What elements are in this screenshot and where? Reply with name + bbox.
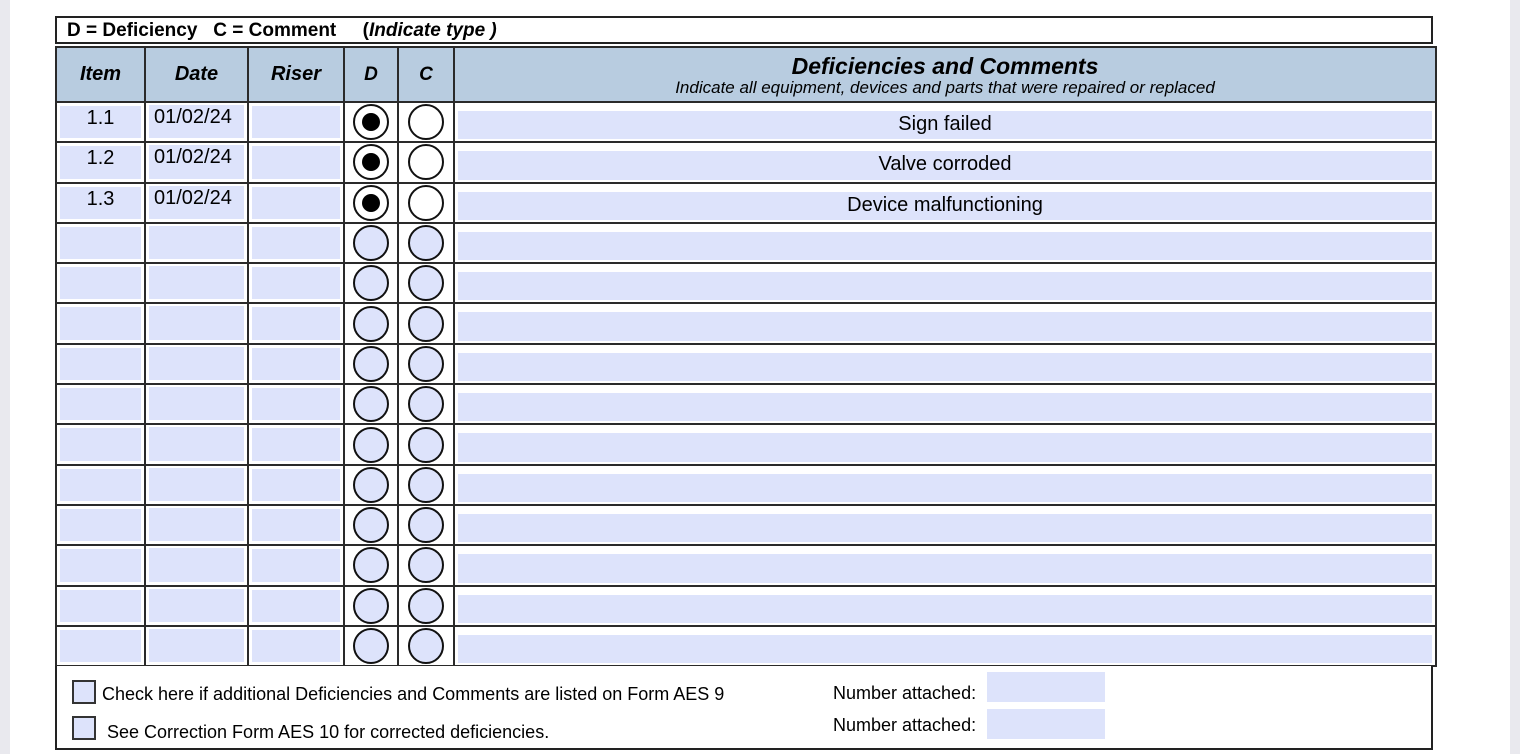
riser-cell xyxy=(248,465,344,505)
riser-cell xyxy=(248,586,344,626)
radio-selected-dot xyxy=(362,194,380,212)
item-field[interactable] xyxy=(60,307,141,339)
comment-cell xyxy=(454,344,1436,384)
legend-indicate-type: Indicate type ) xyxy=(369,20,497,41)
date-cell xyxy=(145,183,248,223)
item-cell xyxy=(56,303,145,343)
table-row xyxy=(56,505,1436,545)
item-field[interactable] xyxy=(60,428,141,460)
header-d: D xyxy=(344,47,398,102)
comment-type-cell xyxy=(398,626,454,666)
date-cell xyxy=(145,142,248,182)
table-header-row xyxy=(56,47,1436,102)
additional-comments-label: Check here if additional Deficiencies and Comments are listed on Form AES 9 xyxy=(102,684,725,704)
deficiency-cell xyxy=(344,384,398,424)
comment-field[interactable] xyxy=(458,554,1432,582)
comment-type-cell xyxy=(398,303,454,343)
date-field[interactable] xyxy=(149,508,244,541)
deficiency-cell xyxy=(344,142,398,182)
riser-field[interactable] xyxy=(252,630,340,662)
date-cell xyxy=(145,545,248,585)
comment-field[interactable] xyxy=(458,272,1432,300)
riser-cell xyxy=(248,344,344,384)
riser-field[interactable] xyxy=(252,348,340,380)
riser-field[interactable] xyxy=(252,227,340,259)
item-cell xyxy=(56,465,145,505)
comment-cell xyxy=(454,626,1436,666)
deficiencies-table xyxy=(55,46,1437,667)
deficiency-cell xyxy=(344,586,398,626)
riser-cell xyxy=(248,183,344,223)
table-row xyxy=(56,424,1436,464)
table-row xyxy=(56,545,1436,585)
number-attached-input-1[interactable] xyxy=(987,672,1105,702)
date-field[interactable] xyxy=(149,306,244,339)
comment-field[interactable] xyxy=(458,433,1432,461)
deficiency-radio[interactable] xyxy=(353,628,389,664)
deficiency-radio[interactable] xyxy=(353,144,389,180)
deficiency-radio[interactable] xyxy=(353,346,389,382)
table-row xyxy=(56,263,1436,303)
header-comments xyxy=(454,47,1436,102)
deficiency-radio[interactable] xyxy=(353,547,389,583)
comment-type-radio[interactable] xyxy=(408,144,444,180)
number-attached-label-2: Number attached: xyxy=(833,715,977,735)
header-c: C xyxy=(398,47,454,102)
riser-cell xyxy=(248,545,344,585)
comment-type-radio[interactable] xyxy=(408,225,444,261)
deficiency-cell xyxy=(344,505,398,545)
comment-cell xyxy=(454,586,1436,626)
deficiency-cell xyxy=(344,465,398,505)
number-attached-input-2[interactable] xyxy=(987,709,1105,739)
date-field[interactable] xyxy=(149,589,244,622)
date-cell xyxy=(145,303,248,343)
riser-cell xyxy=(248,384,344,424)
date-field[interactable]: 01/02/24 xyxy=(149,186,244,219)
header-riser: Riser xyxy=(248,47,344,102)
deficiency-radio[interactable] xyxy=(353,306,389,342)
item-cell xyxy=(56,424,145,464)
comment-type-radio[interactable] xyxy=(408,547,444,583)
deficiency-radio[interactable] xyxy=(353,588,389,624)
riser-field[interactable] xyxy=(252,146,340,178)
comments-subtitle: Indicate all equipment, devices and parts that were repaired or replaced xyxy=(675,77,1215,97)
comment-cell xyxy=(454,223,1436,263)
radio-selected-dot xyxy=(362,153,380,171)
item-field[interactable] xyxy=(60,590,141,622)
riser-field[interactable] xyxy=(252,106,340,138)
comment-type-radio[interactable] xyxy=(408,386,444,422)
comment-type-cell xyxy=(398,505,454,545)
comment-type-radio[interactable] xyxy=(408,427,444,463)
item-cell xyxy=(56,263,145,303)
item-cell xyxy=(56,223,145,263)
table-row xyxy=(56,465,1436,505)
deficiency-cell xyxy=(344,626,398,666)
riser-cell xyxy=(248,142,344,182)
item-field[interactable] xyxy=(60,630,141,662)
comment-type-cell xyxy=(398,424,454,464)
comment-cell xyxy=(454,102,1436,142)
deficiency-radio[interactable] xyxy=(353,467,389,503)
form-footer xyxy=(55,666,1433,750)
riser-field[interactable] xyxy=(252,307,340,339)
comment-type-radio[interactable] xyxy=(408,306,444,342)
item-cell xyxy=(56,586,145,626)
item-field[interactable] xyxy=(60,348,141,380)
riser-field[interactable] xyxy=(252,187,340,219)
item-cell xyxy=(56,344,145,384)
date-cell xyxy=(145,344,248,384)
item-cell xyxy=(56,102,145,142)
comment-type-radio[interactable] xyxy=(408,467,444,503)
date-cell xyxy=(145,465,248,505)
item-cell xyxy=(56,505,145,545)
comment-type-cell xyxy=(398,344,454,384)
deficiency-cell xyxy=(344,263,398,303)
header-date: Date xyxy=(145,47,248,102)
date-cell xyxy=(145,223,248,263)
date-cell xyxy=(145,505,248,545)
comment-type-cell xyxy=(398,142,454,182)
comment-cell xyxy=(454,465,1436,505)
correction-form-checkbox[interactable] xyxy=(72,716,96,740)
comment-cell xyxy=(454,545,1436,585)
date-field[interactable] xyxy=(149,468,244,501)
date-cell xyxy=(145,586,248,626)
comment-type-cell xyxy=(398,183,454,223)
additional-comments-checkbox[interactable] xyxy=(72,680,96,704)
deficiency-radio[interactable] xyxy=(353,185,389,221)
date-field[interactable] xyxy=(149,548,244,581)
comment-type-cell xyxy=(398,465,454,505)
comment-cell xyxy=(454,263,1436,303)
date-field[interactable] xyxy=(149,387,244,420)
item-field[interactable]: 1.3 xyxy=(60,187,141,219)
riser-field[interactable] xyxy=(252,267,340,299)
item-field[interactable] xyxy=(60,227,141,259)
deficiency-cell xyxy=(344,303,398,343)
riser-cell xyxy=(248,626,344,666)
date-field[interactable] xyxy=(149,226,244,259)
item-cell xyxy=(56,183,145,223)
comment-type-cell xyxy=(398,586,454,626)
date-field[interactable]: 01/02/24 xyxy=(149,145,244,178)
date-field[interactable] xyxy=(149,347,244,380)
comment-type-cell xyxy=(398,384,454,424)
deficiency-cell xyxy=(344,102,398,142)
table-row xyxy=(56,626,1436,666)
comment-cell xyxy=(454,384,1436,424)
number-attached-label-1: Number attached: xyxy=(833,683,977,703)
riser-field[interactable] xyxy=(252,428,340,460)
comment-type-radio[interactable] xyxy=(408,265,444,301)
item-cell xyxy=(56,142,145,182)
comments-title: Deficiencies and Comments xyxy=(791,52,1099,79)
comment-cell xyxy=(454,303,1436,343)
riser-cell xyxy=(248,505,344,545)
riser-cell xyxy=(248,263,344,303)
comment-type-radio[interactable] xyxy=(408,507,444,543)
date-field[interactable] xyxy=(149,427,244,460)
date-cell xyxy=(145,102,248,142)
riser-field[interactable] xyxy=(252,469,340,501)
comment-field[interactable] xyxy=(458,514,1432,542)
comment-type-radio[interactable] xyxy=(408,104,444,140)
item-field[interactable] xyxy=(60,267,141,299)
table-row xyxy=(56,102,1436,142)
date-field[interactable] xyxy=(149,629,244,662)
item-field[interactable] xyxy=(60,469,141,501)
table-row xyxy=(56,384,1436,424)
comment-field[interactable] xyxy=(458,393,1432,421)
date-field[interactable] xyxy=(149,266,244,299)
table-row xyxy=(56,223,1436,263)
legend-comment: C = Comment xyxy=(213,20,337,41)
comment-field[interactable] xyxy=(458,353,1432,381)
riser-cell xyxy=(248,424,344,464)
riser-cell xyxy=(248,102,344,142)
comment-field[interactable]: Device malfunctioning xyxy=(458,192,1432,220)
type-legend xyxy=(55,16,1433,44)
legend-deficiency: D = Deficiency xyxy=(67,20,198,41)
riser-cell xyxy=(248,223,344,263)
comment-cell xyxy=(454,142,1436,182)
comment-field[interactable] xyxy=(458,595,1432,623)
date-cell xyxy=(145,384,248,424)
item-cell xyxy=(56,545,145,585)
deficiency-radio[interactable] xyxy=(353,386,389,422)
date-field[interactable]: 01/02/24 xyxy=(149,105,244,138)
comment-field[interactable]: Sign failed xyxy=(458,111,1432,139)
comment-type-cell xyxy=(398,102,454,142)
date-cell xyxy=(145,626,248,666)
comment-type-radio[interactable] xyxy=(408,185,444,221)
comment-type-radio[interactable] xyxy=(408,346,444,382)
deficiency-radio[interactable] xyxy=(353,104,389,140)
date-cell xyxy=(145,424,248,464)
riser-field[interactable] xyxy=(252,549,340,581)
item-cell xyxy=(56,626,145,666)
deficiency-radio[interactable] xyxy=(353,225,389,261)
deficiency-cell xyxy=(344,223,398,263)
legend-open-paren: ( xyxy=(362,20,369,41)
item-field[interactable] xyxy=(60,388,141,420)
item-field[interactable]: 1.1 xyxy=(60,106,141,138)
table-row xyxy=(56,183,1436,223)
comment-type-cell xyxy=(398,545,454,585)
comment-type-radio[interactable] xyxy=(408,628,444,664)
deficiency-cell xyxy=(344,545,398,585)
comment-field[interactable] xyxy=(458,312,1432,340)
riser-cell xyxy=(248,303,344,343)
riser-field[interactable] xyxy=(252,388,340,420)
radio-selected-dot xyxy=(362,113,380,131)
date-cell xyxy=(145,263,248,303)
item-cell xyxy=(56,384,145,424)
deficiency-radio[interactable] xyxy=(353,265,389,301)
item-field[interactable]: 1.2 xyxy=(60,146,141,178)
comment-cell xyxy=(454,424,1436,464)
comment-field[interactable] xyxy=(458,474,1432,502)
riser-field[interactable] xyxy=(252,509,340,541)
item-field[interactable] xyxy=(60,509,141,541)
deficiency-cell xyxy=(344,344,398,384)
item-field[interactable] xyxy=(60,549,141,581)
comment-field[interactable] xyxy=(458,635,1432,663)
comment-cell xyxy=(454,183,1436,223)
comment-field[interactable] xyxy=(458,232,1432,260)
correction-form-label: See Correction Form AES 10 for corrected deficiencies. xyxy=(107,722,550,742)
table-row xyxy=(56,142,1436,182)
comment-cell xyxy=(454,505,1436,545)
header-item: Item xyxy=(56,47,145,102)
comment-type-cell xyxy=(398,223,454,263)
comment-type-cell xyxy=(398,263,454,303)
comment-type-radio[interactable] xyxy=(408,588,444,624)
table-row xyxy=(56,344,1436,384)
deficiency-radio[interactable] xyxy=(353,507,389,543)
deficiency-cell xyxy=(344,183,398,223)
comment-field[interactable]: Valve corroded xyxy=(458,151,1432,179)
table-row xyxy=(56,303,1436,343)
deficiency-cell xyxy=(344,424,398,464)
deficiency-radio[interactable] xyxy=(353,427,389,463)
table-row xyxy=(56,586,1436,626)
riser-field[interactable] xyxy=(252,590,340,622)
